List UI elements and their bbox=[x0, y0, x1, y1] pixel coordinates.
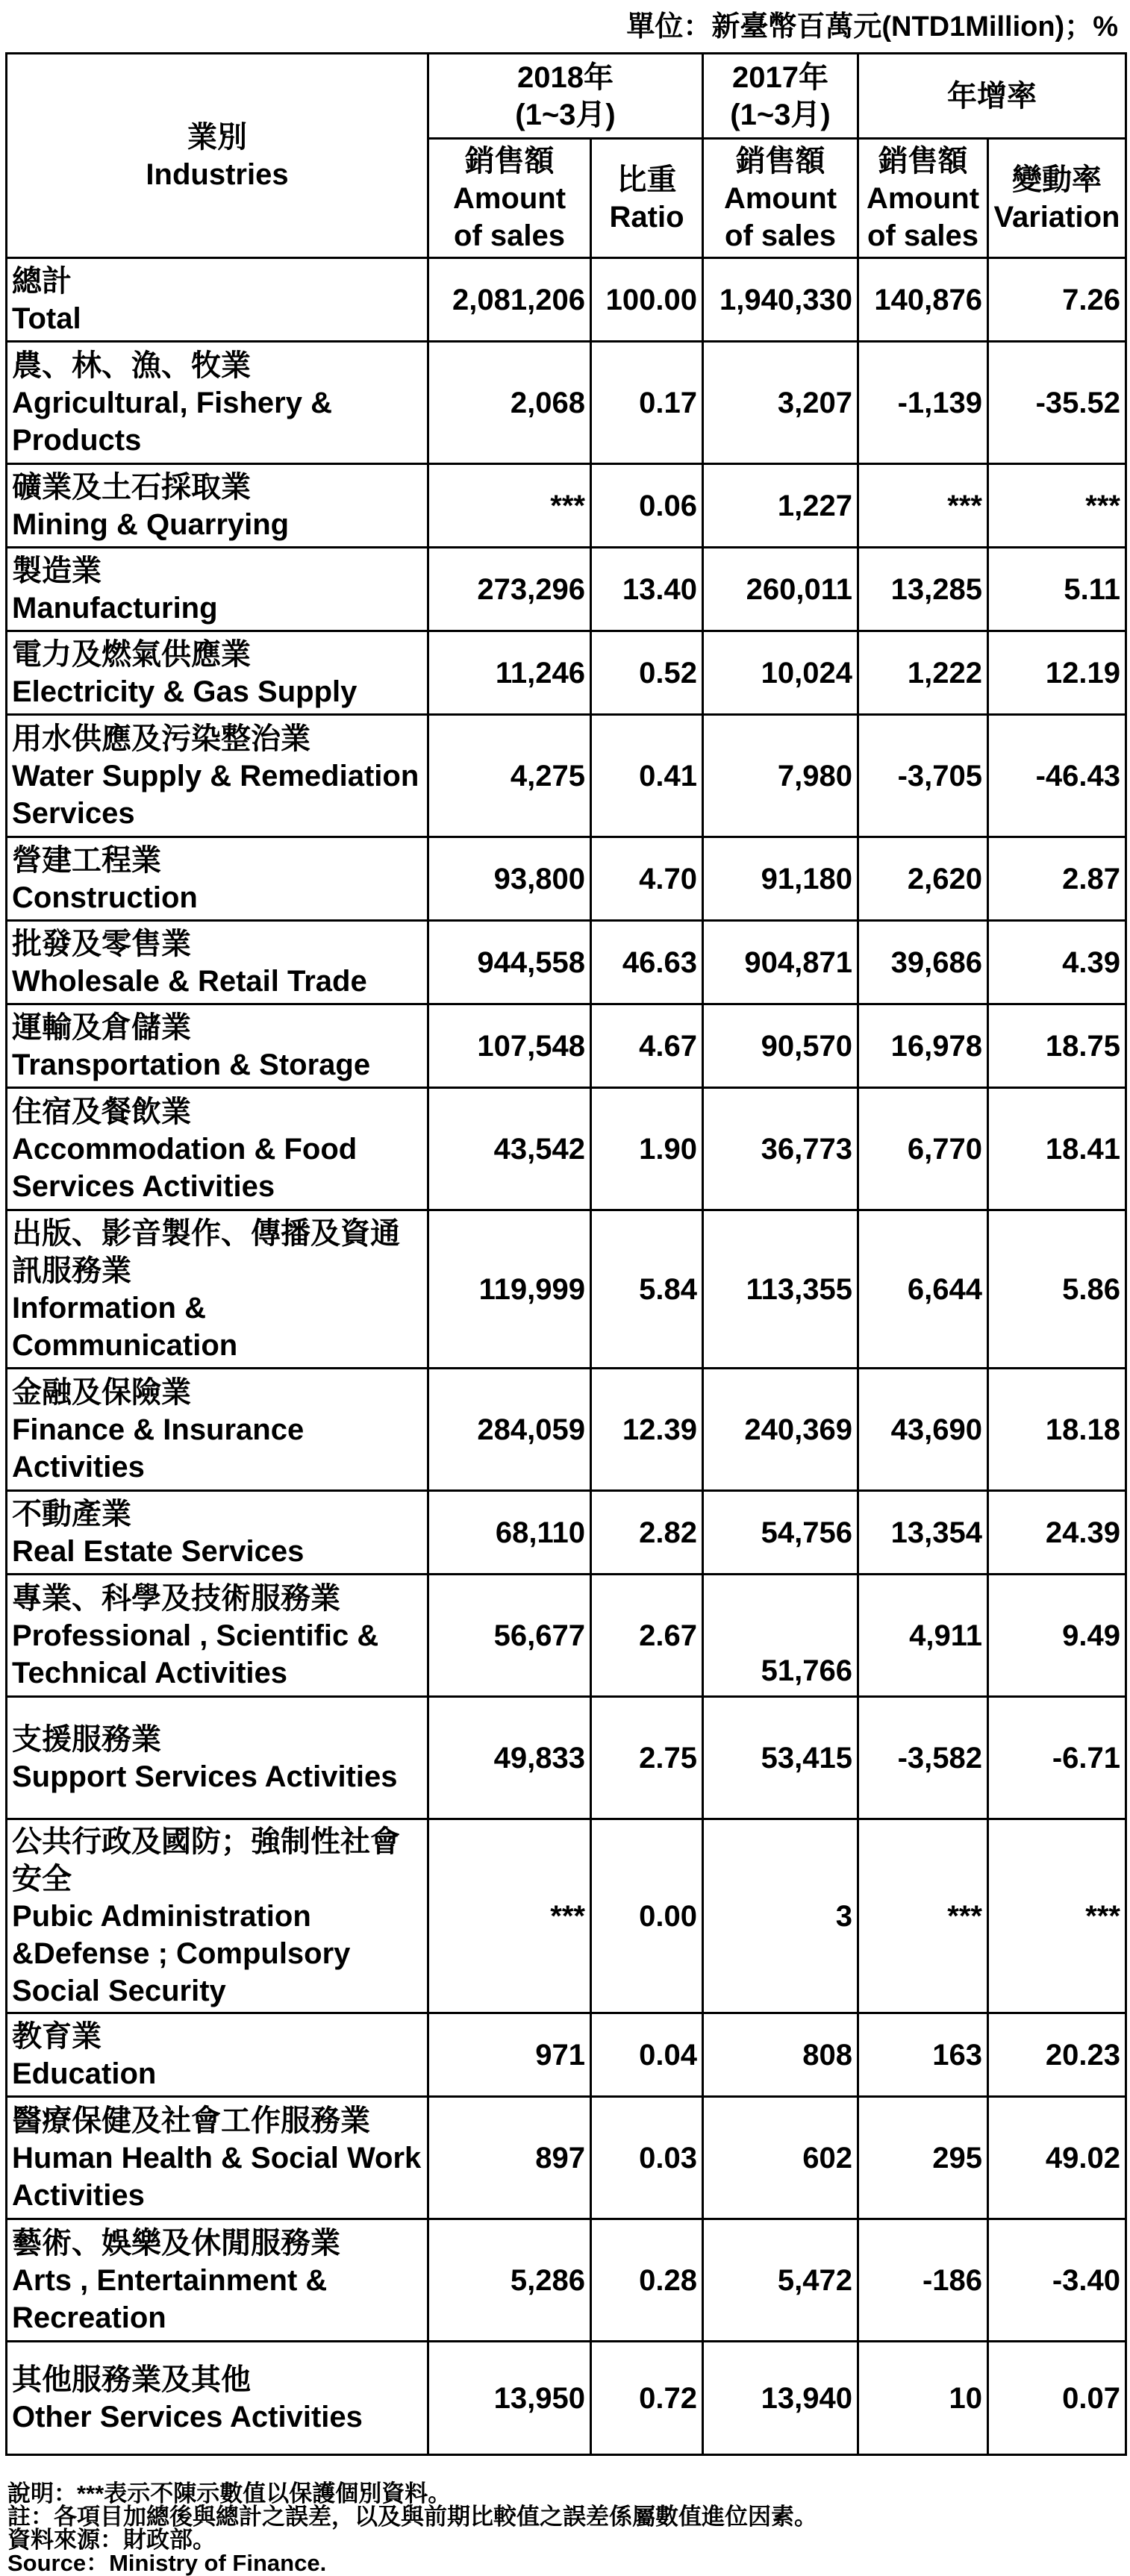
table-row bbox=[7, 1369, 1126, 1491]
industry-cell: 用水供應及污染整治業 Water Supply & Remediation Services bbox=[7, 715, 428, 837]
note-explanation: 說明：***表示不陳示數值以保護個別資料。 bbox=[7, 2480, 452, 2507]
sales-2018-cell: 944,558 bbox=[428, 921, 591, 1004]
table-row bbox=[7, 258, 1126, 342]
table-row bbox=[7, 1491, 1126, 1575]
growth-header: 年增率 bbox=[858, 54, 1126, 139]
sales-2018-cell: 43,542 bbox=[428, 1088, 591, 1210]
table-row bbox=[7, 2342, 1126, 2455]
sales-2017-cell: 10,024 bbox=[703, 631, 858, 715]
sales-2018-cell: 971 bbox=[428, 2013, 591, 2097]
sales-2017-cell: 7,980 bbox=[703, 715, 858, 837]
table-row bbox=[7, 1210, 1126, 1369]
sales-2017-cell: 5,472 bbox=[703, 2219, 858, 2342]
industry-cell: 營建工程業 Construction bbox=[7, 837, 428, 921]
growth-amount-cell: 13,354 bbox=[858, 1491, 988, 1575]
sales-2018-cell: 5,286 bbox=[428, 2219, 591, 2342]
sales-2017-cell: 54,756 bbox=[703, 1491, 858, 1575]
industry-cell: 公共行政及國防；強制性社會安全 Pubic Administration &Defense ; Compulsory Social Security bbox=[7, 1819, 428, 2013]
table-row bbox=[7, 464, 1126, 548]
sales-2017-cell: 808 bbox=[703, 2013, 858, 2097]
sales-2017-cell: 602 bbox=[703, 2097, 858, 2219]
sales-2018-cell: 2,081,206 bbox=[428, 258, 591, 342]
ratio-cell: 12.39 bbox=[591, 1369, 703, 1491]
industry-cell: 總計 Total bbox=[7, 258, 428, 342]
table-row bbox=[7, 548, 1126, 631]
industry-cell: 農、林、漁、牧業 Agricultural, Fishery & Products bbox=[7, 342, 428, 464]
growth-amount-cell: *** bbox=[858, 464, 988, 548]
sales-2017-cell: 260,011 bbox=[703, 548, 858, 631]
table-row bbox=[7, 1819, 1126, 2013]
growth-amount-cell: 163 bbox=[858, 2013, 988, 2097]
industry-cell: 運輸及倉儲業 Transportation & Storage bbox=[7, 1004, 428, 1088]
variation-cell: 7.26 bbox=[988, 258, 1126, 342]
ratio-cell: 0.03 bbox=[591, 2097, 703, 2219]
sales-2018-cell: 119,999 bbox=[428, 1210, 591, 1369]
ratio-cell: 1.90 bbox=[591, 1088, 703, 1210]
variation-cell: *** bbox=[988, 464, 1126, 548]
sales-2018-cell: 13,950 bbox=[428, 2342, 591, 2455]
variation-cell: -6.71 bbox=[988, 1697, 1126, 1819]
growth-amount-cell: 6,770 bbox=[858, 1088, 988, 1210]
table-row bbox=[7, 1697, 1126, 1819]
sales-2017-cell: 90,570 bbox=[703, 1004, 858, 1088]
sales-2017-cell: 904,871 bbox=[703, 921, 858, 1004]
footnotes bbox=[7, 2482, 817, 2575]
growth-amount-cell: 10 bbox=[858, 2342, 988, 2455]
variation-cell: 5.11 bbox=[988, 548, 1126, 631]
ratio-cell: 13.40 bbox=[591, 548, 703, 631]
ratio-cell: 46.63 bbox=[591, 921, 703, 1004]
growth-amount-cell: 295 bbox=[858, 2097, 988, 2219]
industry-cell: 出版、影音製作、傳播及資通訊服務業 Information & Communication bbox=[7, 1210, 428, 1369]
growth-amount-cell: -1,139 bbox=[858, 342, 988, 464]
growth-amount-cell: 13,285 bbox=[858, 548, 988, 631]
growth-amount-cell: 43,690 bbox=[858, 1369, 988, 1491]
ratio-cell: 5.84 bbox=[591, 1210, 703, 1369]
variation-cell: 0.07 bbox=[988, 2342, 1126, 2455]
ratio-cell: 2.82 bbox=[591, 1491, 703, 1575]
variation-cell: -46.43 bbox=[988, 715, 1126, 837]
sales-2018-cell: 49,833 bbox=[428, 1697, 591, 1819]
variation-cell: 18.18 bbox=[988, 1369, 1126, 1491]
variation-cell: 24.39 bbox=[988, 1491, 1126, 1575]
table-row bbox=[7, 1088, 1126, 1210]
ratio-cell: 0.17 bbox=[591, 342, 703, 464]
sales-2017-cell: 13,940 bbox=[703, 2342, 858, 2455]
ratio-cell: 0.52 bbox=[591, 631, 703, 715]
sales-2018-cell: 11,246 bbox=[428, 631, 591, 715]
growth-amount-cell: 4,911 bbox=[858, 1575, 988, 1697]
table-row bbox=[7, 715, 1126, 837]
variation-cell: 18.75 bbox=[988, 1004, 1126, 1088]
table-row bbox=[7, 631, 1126, 715]
industry-cell: 其他服務業及其他 Other Services Activities bbox=[7, 2342, 428, 2455]
sales-2018-cell: *** bbox=[428, 1819, 591, 2013]
ratio-cell: 0.28 bbox=[591, 2219, 703, 2342]
variation-cell: 9.49 bbox=[988, 1575, 1126, 1697]
table-row bbox=[7, 1575, 1126, 1697]
growth-amount-cell: -3,705 bbox=[858, 715, 988, 837]
sales-2018-cell: 2,068 bbox=[428, 342, 591, 464]
sales-2017-cell: 36,773 bbox=[703, 1088, 858, 1210]
ratio-cell: 2.67 bbox=[591, 1575, 703, 1697]
growth-amount-cell: *** bbox=[858, 1819, 988, 2013]
table-row bbox=[7, 2097, 1126, 2219]
ratio-cell: 0.04 bbox=[591, 2013, 703, 2097]
growth-amount-cell: -3,582 bbox=[858, 1697, 988, 1819]
growth-amount-cell: 140,876 bbox=[858, 258, 988, 342]
ratio-cell: 100.00 bbox=[591, 258, 703, 342]
industry-cell: 電力及燃氣供應業 Electricity & Gas Supply bbox=[7, 631, 428, 715]
header-row-1 bbox=[7, 54, 1126, 139]
industry-cell: 不動產業 Real Estate Services bbox=[7, 1491, 428, 1575]
growth-amount-header: 銷售額 Amount of sales bbox=[858, 139, 988, 258]
ratio-cell: 4.70 bbox=[591, 837, 703, 921]
sales-2018-cell: 93,800 bbox=[428, 837, 591, 921]
sales-2017-header: 銷售額 Amount of sales bbox=[703, 139, 858, 258]
variation-cell: 20.23 bbox=[988, 2013, 1126, 2097]
table-row bbox=[7, 342, 1126, 464]
variation-cell: 49.02 bbox=[988, 2097, 1126, 2219]
sales-2017-cell: 1,940,330 bbox=[703, 258, 858, 342]
industry-cell: 醫療保健及社會工作服務業 Human Health & Social Work Activities bbox=[7, 2097, 428, 2219]
growth-amount-cell: 16,978 bbox=[858, 1004, 988, 1088]
table-row bbox=[7, 921, 1126, 1004]
table-row bbox=[7, 2013, 1126, 2097]
sales-2017-cell: 3,207 bbox=[703, 342, 858, 464]
industry-cell: 批發及零售業 Wholesale & Retail Trade bbox=[7, 921, 428, 1004]
sales-2018-cell: 4,275 bbox=[428, 715, 591, 837]
industry-cell: 住宿及餐飲業 Accommodation & Food Services Activities bbox=[7, 1088, 428, 1210]
growth-amount-cell: 2,620 bbox=[858, 837, 988, 921]
sales-2017-cell: 240,369 bbox=[703, 1369, 858, 1491]
growth-amount-cell: 39,686 bbox=[858, 921, 988, 1004]
growth-amount-cell: -186 bbox=[858, 2219, 988, 2342]
variation-cell: *** bbox=[988, 1819, 1126, 2013]
industry-cell: 教育業 Education bbox=[7, 2013, 428, 2097]
sales-2017-cell: 3 bbox=[703, 1819, 858, 2013]
note-source-en: Source：Ministry of Finance. bbox=[7, 2550, 327, 2576]
ratio-cell: 2.75 bbox=[591, 1697, 703, 1819]
growth-amount-cell: 1,222 bbox=[858, 631, 988, 715]
ratio-cell: 0.41 bbox=[591, 715, 703, 837]
note-source-zh: 資料來源：財政部。 bbox=[7, 2527, 216, 2553]
sales-2018-cell: 897 bbox=[428, 2097, 591, 2219]
sales-2018-cell: 284,059 bbox=[428, 1369, 591, 1491]
sales-2017-cell: 1,227 bbox=[703, 464, 858, 548]
ratio-cell: 4.67 bbox=[591, 1004, 703, 1088]
industry-cell: 專業、科學及技術服務業 Professional , Scientific & Technical Activities bbox=[7, 1575, 428, 1697]
ratio-cell: 0.06 bbox=[591, 464, 703, 548]
ratio-header: 比重 Ratio bbox=[591, 139, 703, 258]
industry-sales-table bbox=[5, 52, 1127, 2456]
industry-cell: 礦業及土石採取業 Mining & Quarrying bbox=[7, 464, 428, 548]
variation-cell: 12.19 bbox=[988, 631, 1126, 715]
sales-2017-cell: 91,180 bbox=[703, 837, 858, 921]
unit-label: 單位：新臺幣百萬元(NTD1Million)；% bbox=[626, 11, 1118, 43]
growth-amount-cell: 6,644 bbox=[858, 1210, 988, 1369]
variation-cell: 2.87 bbox=[988, 837, 1126, 921]
sales-2018-cell: 56,677 bbox=[428, 1575, 591, 1697]
sales-2018-cell: *** bbox=[428, 464, 591, 548]
industry-cell: 金融及保險業 Finance & Insurance Activities bbox=[7, 1369, 428, 1491]
industry-header: 業別 Industries bbox=[7, 54, 428, 258]
note-rounding: 註：各項目加總後與總計之誤差，以及與前期比較值之誤差係屬數值進位因素。 bbox=[7, 2504, 817, 2530]
variation-header: 變動率 Variation bbox=[988, 139, 1126, 258]
industry-cell: 支援服務業 Support Services Activities bbox=[7, 1697, 428, 1819]
sales-2017-cell: 53,415 bbox=[703, 1697, 858, 1819]
variation-cell: 18.41 bbox=[988, 1088, 1126, 1210]
industry-cell: 製造業 Manufacturing bbox=[7, 548, 428, 631]
sales-2018-cell: 273,296 bbox=[428, 548, 591, 631]
sales-2018-cell: 68,110 bbox=[428, 1491, 591, 1575]
sales-2017-cell: 113,355 bbox=[703, 1210, 858, 1369]
sales-2018-header: 銷售額 Amount of sales bbox=[428, 139, 591, 258]
variation-cell: 5.86 bbox=[988, 1210, 1126, 1369]
variation-cell: 4.39 bbox=[988, 921, 1126, 1004]
period-2018-header: 2018年 (1~3月) bbox=[428, 54, 703, 139]
sales-2017-cell: 51,766 bbox=[703, 1575, 858, 1697]
table-row bbox=[7, 837, 1126, 921]
table-row bbox=[7, 1004, 1126, 1088]
sales-2018-cell: 107,548 bbox=[428, 1004, 591, 1088]
industry-cell: 藝術、娛樂及休閒服務業 Arts , Entertainment & Recreation bbox=[7, 2219, 428, 2342]
variation-cell: -3.40 bbox=[988, 2219, 1126, 2342]
ratio-cell: 0.72 bbox=[591, 2342, 703, 2455]
variation-cell: -35.52 bbox=[988, 342, 1126, 464]
ratio-cell: 0.00 bbox=[591, 1819, 703, 2013]
period-2017-header: 2017年 (1~3月) bbox=[703, 54, 858, 139]
table-row bbox=[7, 2219, 1126, 2342]
